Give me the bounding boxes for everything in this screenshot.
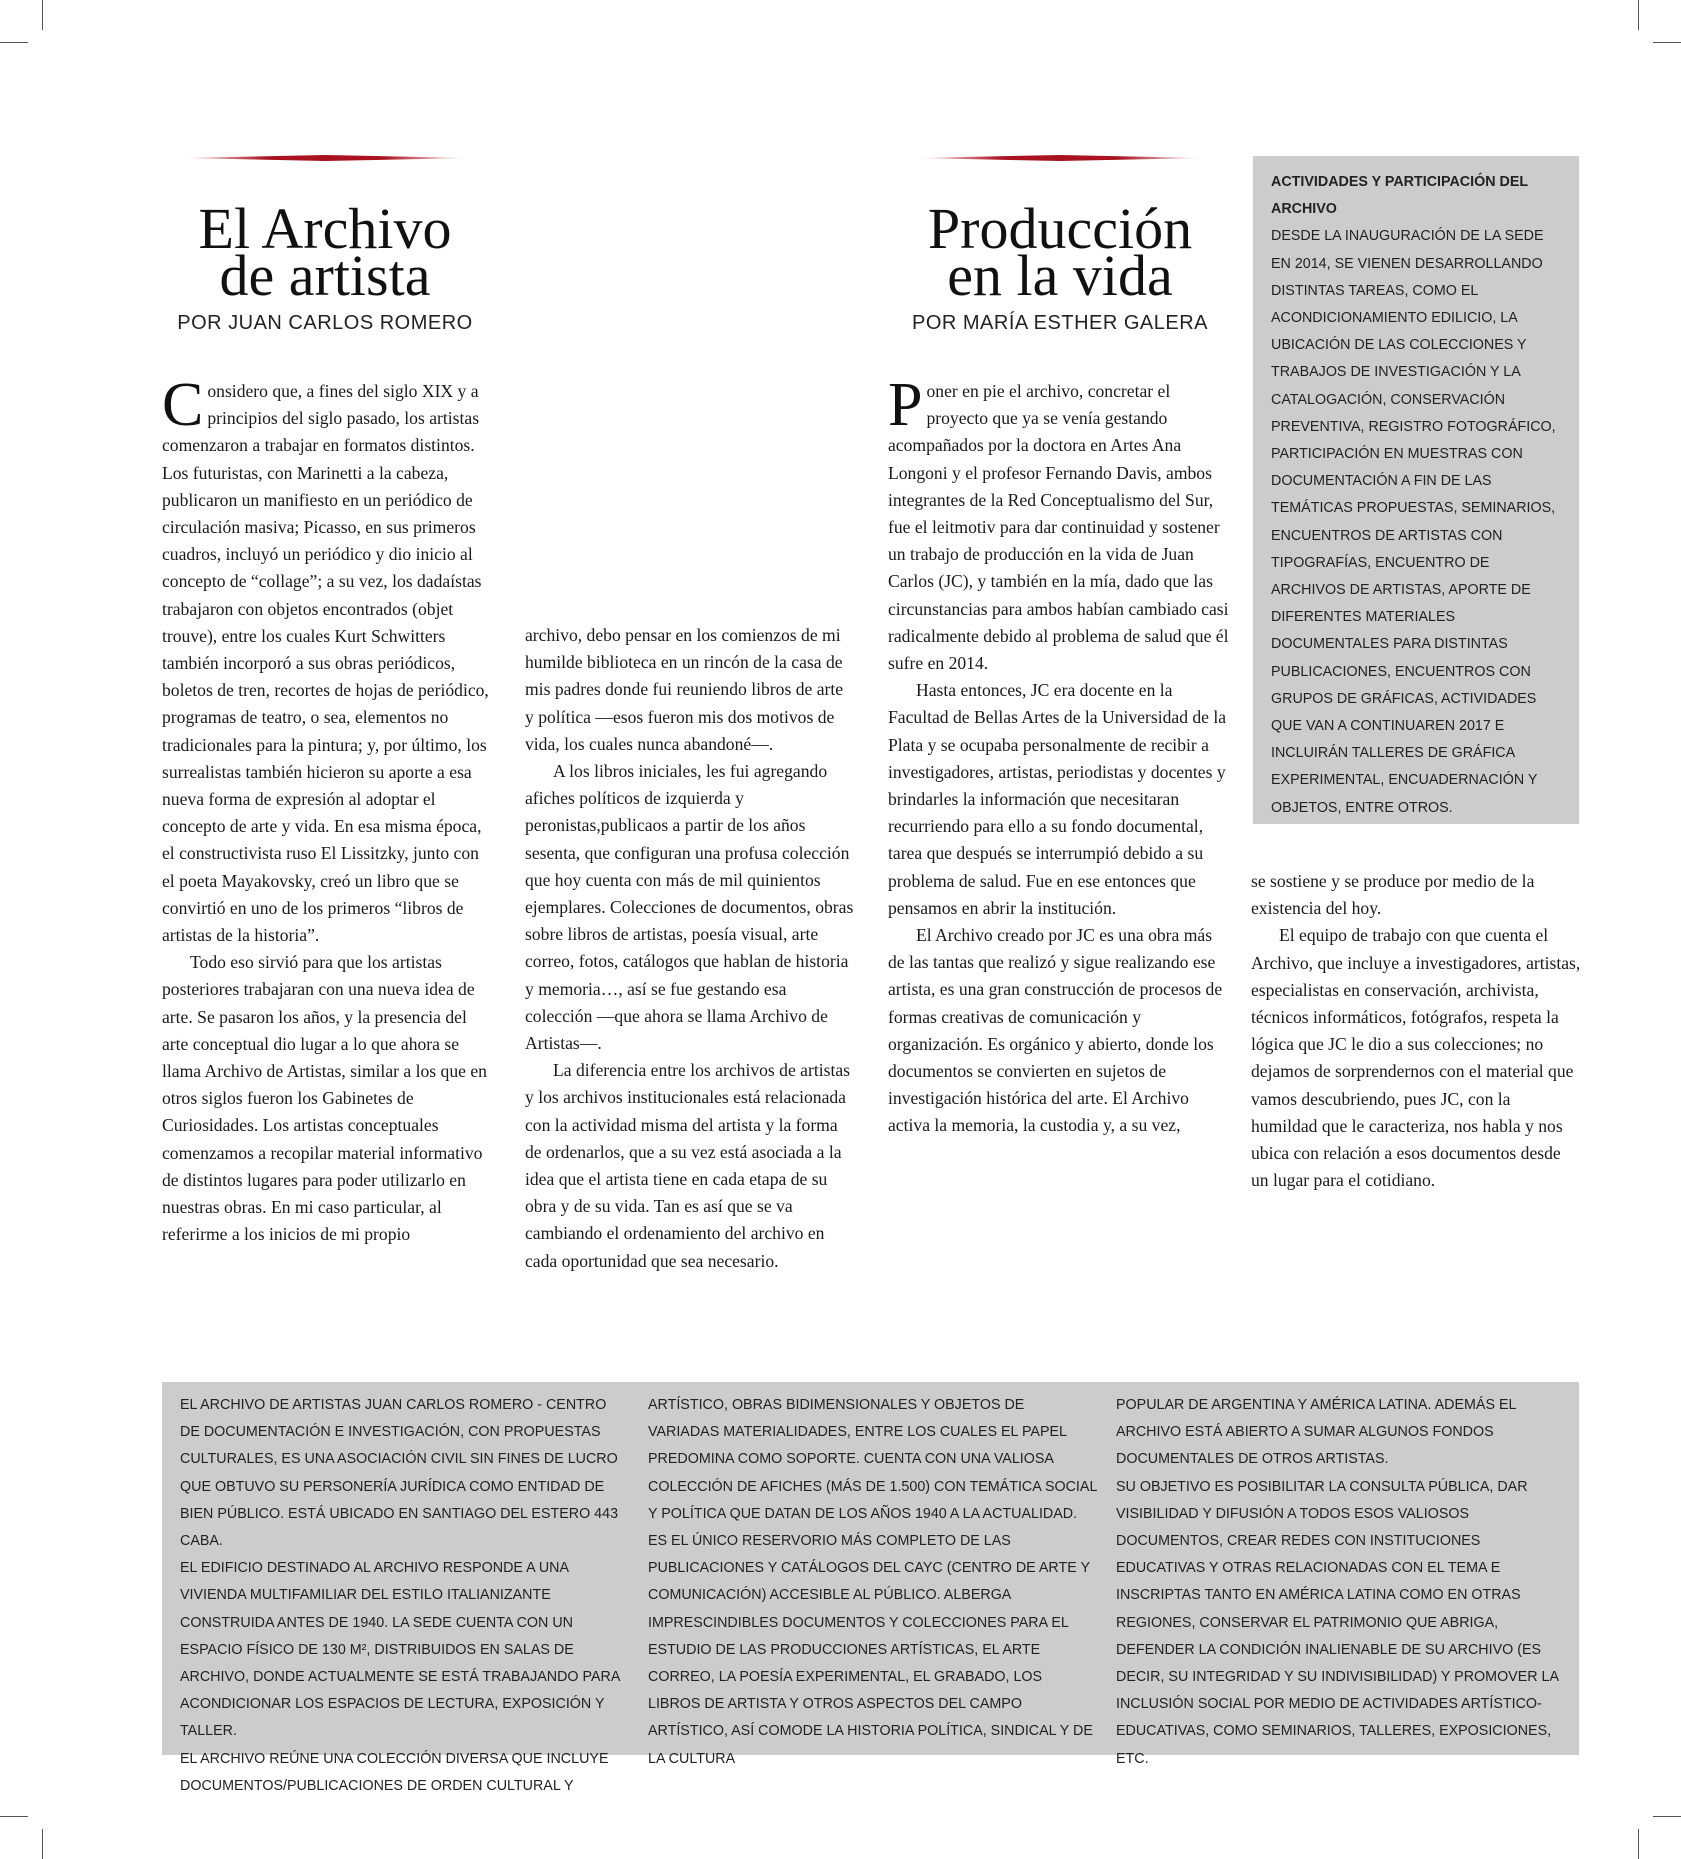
article1-column-1 (162, 371, 492, 1249)
article2-byline: POR MARÍA ESTHER GALERA (911, 312, 1208, 334)
article1-paragraph: La diferencia entre los archivos de artistas y los archivos institucionales está relacionada con la actividad misma del artista y la forma de ordenarlos, que a su vez está asociada a la idea que el artista tiene en cada etapa de su obra y de su vida. Tan es así que se va cambiando el ordenamiento del archivo en cada oportunidad que sea necesario. (525, 1060, 851, 1271)
article2-paragraph: oner en pie el archivo, concretar el proyecto que ya se venía gestando acompañados por la doctora en Artes Ana Longoni y el profesor Fernando Davis, ambos integrantes de la Red Conceptualismo del Sur, fue el leitmotiv para dar continuidad y sostener un trabajo de producción en la vida de Juan Carlos (JC), y también en la mía, dado que las circunstancias para ambos habían cambiado casi radicalmente debido al problema de salud que él sufre en 2014. (888, 381, 1229, 674)
bottom-box-column-1 (180, 1392, 630, 1800)
article2-column-1 (888, 371, 1233, 1140)
article2-paragraph: se sostiene y se produce por medio de la existencia del hoy. (1251, 871, 1535, 919)
sidebar-body: DESDE LA INAUGURACIÓN DE LA SEDE EN 2014, SE VIENEN DESARROLLANDO DISTINTAS TAREAS, COMO EL ACONDICIONAMIENTO EDILICIO, LA UBICACIÓN DE LAS COLECCIONES Y TRABAJOS DE INVESTIGACIÓN Y LA CATALOGACIÓN, CONSERVACIÓN PREVENTIVA, REGISTRO FOTOGRÁFICO, PARTICIPACIÓN EN MUESTRAS CON DOCUMENTACIÓN A FIN DE LAS TEMÁTICAS PROPUESTAS, SEMINARIOS, ENCUENTROS DE ARTISTAS CON TIPOGRAFÍAS, ENCUENTRO DE ARCHIVOS DE ARTISTAS, APORTE DE DIFERENTES MATERIALES DOCUMENTALES PARA DISTINTAS PUBLICACIONES, ENCUENTROS CON GRUPOS DE GRÁFICAS, ACTIVIDADES QUE VAN A CONTINUAREN 2017 E INCLUIRÁN TALLERES DE GRÁFICA EXPERIMENTAL, ENCUADERNACIÓN Y OBJETOS, ENTRE OTROS. (1271, 228, 1556, 816)
article1-dropcap: C (162, 371, 204, 439)
article2-title (895, 196, 1225, 308)
bottom-box-paragraph: EL EDIFICIO DESTINADO AL ARCHIVO RESPONDE A UNA VIVIENDA MULTIFAMILIAR DEL ESTILO ITALIANIZANTE CONSTRUIDA ANTES DE 1940. LA SEDE CUENTA CON UN ESPACIO FÍSICO DE 130 M², DISTRIBUIDOS EN SALAS DE ARCHIVO, DONDE ACTUALMENTE SE ESTÁ TRABAJANDO PARA ACONDICIONAR LOS ESPACIOS DE LECTURA, EXPOSICIÓN Y TALLER. (180, 1560, 620, 1740)
article2-paragraph: Hasta entonces, JC era docente en la Facultad de Bellas Artes de la Universidad de la Plata y se ocupaba personalmente de recibir a investigadores, artistas, periodistas y docentes y brindarles la información que necesitaran recurriendo para ello a su fondo documental, tarea que después se interrumpió debido a su problema de salud. Fue en ese entonces que pensamos en abrir la institución. (888, 680, 1227, 918)
crop-mark (42, 0, 43, 30)
article2-top-rule (915, 155, 1205, 161)
crop-mark (1653, 1816, 1681, 1817)
article2-paragraph: El equipo de trabajo con que cuenta el Archivo, que incluye a investigadores, artistas, especialistas en conservación, archivista, técnicos informáticos, fotógrafos, respeta la lógica que JC le dio a sus colecciones; no dejamos de sorprendernos con el material que vamos descubriendo, pues JC, con la humildad que le caracteriza, nos habla y nos ubica con relación a esos documentos desde un lugar para el cotidiano. (1251, 925, 1581, 1191)
bottom-box-paragraph: POPULAR DE ARGENTINA Y AMÉRICA LATINA. ADEMÁS EL ARCHIVO ESTÁ ABIERTO A SUMAR ALGUNOS FONDOS DOCUMENTALES DE OTROS ARTISTAS. (1116, 1397, 1516, 1468)
bottom-box-column-3 (1116, 1392, 1566, 1773)
crop-mark (0, 42, 28, 43)
article2-column-2 (1251, 868, 1581, 1194)
article1-column-2 (525, 622, 855, 1275)
article1-paragraph: archivo, debo pensar en los comienzos de mi humilde biblioteca en un rincón de la casa de mis padres donde fui reuniendo libros de arte y política —esos fueron mis dos motivos de vida, los cuales nunca abandoné—. (525, 625, 844, 754)
bottom-box-paragraph: ES EL ÚNICO RESERVORIO MÁS COMPLETO DE LAS PUBLICACIONES Y CATÁLOGOS DEL CAYC (CENTRO DE ARTE Y COMUNICACIÓN) ACCESIBLE AL PÚBLICO. ALBERGA IMPRESCINDIBLES DOCUMENTOS Y COLECCIONES PARA EL ESTUDIO DE LAS PRODUCCIONES ARTÍSTICAS, EL ARTE CORREO, LA POESÍA EXPERIMENTAL, EL GRABADO, LOS LIBROS DE ARTISTA Y OTROS ASPECTOS DEL CAMPO ARTÍSTICO, ASÍ COMODE LA HISTORIA POLÍTICA, SINDICAL Y DE LA CULTURA (648, 1533, 1093, 1767)
article2-dropcap: P (888, 371, 923, 439)
bottom-info-box (162, 1382, 1579, 1794)
article1-title-line2: de artista (219, 243, 431, 308)
article1-title-line1: El Archivo (198, 196, 452, 261)
article1-paragraph: Todo eso sirvió para que los artistas posteriores trabajaran con una nueva idea de arte. Se pasaron los años, y la presencia del arte conceptual dio lugar a lo que ahora se llama Archivo de Artistas, similar a los que en otros siglos fueron los Gabinetes de Curiosidades. Los artistas conceptuales comenzamos a recopilar material informativo de distintos lugares para poder utilizarlo en nuestras obras. En mi caso particular, al referirme a los inicios de mi propio (162, 952, 487, 1245)
bottom-box-paragraph: ARTÍSTICO, OBRAS BIDIMENSIONALES Y OBJETOS DE VARIADAS MATERIALIDADES, ENTRE LOS CUALES EL PAPEL PREDOMINA COMO SOPORTE. CUENTA CON UNA VALIOSA COLECCIÓN DE AFICHES (MÁS DE 1.500) CON TEMÁTICA SOCIAL Y POLÍTICA QUE DATAN DE LOS AÑOS 1940 A LA ACTUALIDAD. (648, 1397, 1097, 1522)
article1-title (160, 196, 490, 308)
sidebar-box (1253, 156, 1579, 824)
bottom-box-paragraph: EL ARCHIVO REÚNE UNA COLECCIÓN DIVERSA QUE INCLUYE DOCUMENTOS/PUBLICACIONES DE ORDEN CULTURAL Y (180, 1750, 609, 1794)
sidebar-heading: ACTIVIDADES Y PARTICIPACIÓN DEL ARCHIVO (1271, 174, 1528, 218)
bottom-box-paragraph: SU OBJETIVO ES POSIBILITAR LA CONSULTA PÚBLICA, DAR VISIBILIDAD Y DIFUSIÓN A TODOS ESOS VALIOSOS DOCUMENTOS, CREAR REDES CON INSTITUCIONES EDUCATIVAS Y OTRAS RELACIONADAS CON EL TEMA E INSCRIPTAS TANTO EN AMÉRICA LATINA COMO EN OTRAS REGIONES, CONSERVAR EL PATRIMONIO QUE ABRIGA, DEFENDER LA CONDICIÓN INALIENABLE DE SU ARCHIVO (ES DECIR, SU INTEGRIDAD Y SU INDIVISIBILIDAD) Y PROMOVER LA INCLUSIÓN SOCIAL POR MEDIO DE ACTIVIDADES ARTÍSTICO-EDUCATIVAS, COMO SEMINARIOS, TALLERES, EXPOSICIONES, ETC. (1116, 1478, 1559, 1767)
article1-top-rule (180, 155, 470, 161)
crop-mark (42, 1829, 43, 1859)
article2-title-line1: Producción (927, 196, 1193, 261)
article1-paragraph: A los libros iniciales, les fui agregando afiches políticos de izquierda y peronistas,publicaos a partir de los años sesenta, que configuran una profusa colección que hoy cuenta con más de mil quinientos ejemplares. Colecciones de documentos, obras sobre libros de artistas, poesía visual, arte correo, fotos, catálogos que hablan de historia y memoria…, así se fue gestando esa colección —que ahora se llama Archivo de Artistas—. (525, 761, 854, 1054)
bottom-box-column-2 (648, 1392, 1098, 1773)
article2-title-line2: en la vida (947, 243, 1173, 308)
crop-mark (1653, 42, 1681, 43)
article2-paragraph: El Archivo creado por JC es una obra más de las tantas que realizó y sigue realizando ese artista, es una gran construcción de procesos de formas creativas de comunicación y organización. Es orgánico y abierto, donde los documentos se convierten en sujetos de investigación histórica del arte. El Archivo activa la memoria, la custodia y, a su vez, (888, 925, 1223, 1136)
article1-paragraph: onsidero que, a fines del siglo XIX y a principios del siglo pasado, los artistas comenzaron a trabajar en formatos distintos. Los futuristas, con Marinetti a la cabeza, publicaron un manifiesto en un periódico de circulación masiva; Picasso, en sus primeros cuadros, incluyó un periódico y dio inicio al concepto de “collage”; a su vez, los dadaístas trabajaron con objetos encontrados (objet trouve), entre los cuales Kurt Schwitters también incorporó a sus obras periódicos, boletos de tren, recortes de hojas de periódico, programas de teatro, o sea, elementos no tradicionales para la pintura; y, por último, los surrealistas también hicieron su aporte a esa nueva forma de expresión al adoptar el concepto de arte y vida. En esa misma época, el constructivista ruso El Lissitzky, junto con el poeta Mayakovsky, creó un libro que se convirtió en uno de los primeros “libros de artistas de la historia”. (162, 381, 489, 946)
crop-mark (0, 1816, 28, 1817)
crop-mark (1638, 1829, 1639, 1859)
article1-byline: POR JUAN CARLOS ROMERO (177, 312, 473, 334)
bottom-box-paragraph: EL ARCHIVO DE ARTISTAS JUAN CARLOS ROMERO - CENTRO DE DOCUMENTACIÓN E INVESTIGACIÓN, CON PROPUESTAS CULTURALES, ES UNA ASOCIACIÓN CIVIL SIN FINES DE LUCRO QUE OBTUVO SU PERSONERÍA JURÍDICA COMO ENTIDAD DE BIEN PÚBLICO. ESTÁ UBICADO EN SANTIAGO DEL ESTERO 443 CABA. (180, 1397, 619, 1550)
crop-mark (1638, 0, 1639, 30)
